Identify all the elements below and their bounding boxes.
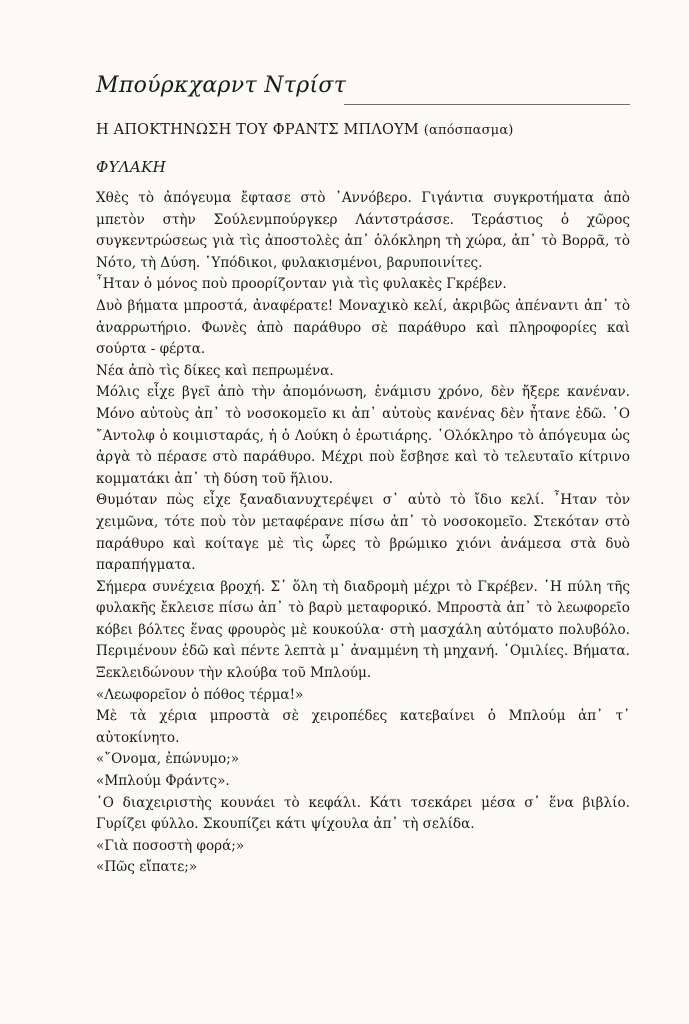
header-rule <box>344 104 630 105</box>
paragraph: Σήμερα συνέχεια βροχή. Σ᾿ ὅλη τὴ διαδρομὴ μέχρι τὸ Γκρέβεν. ῾Η πύλη τῆς φυλακῆς ἔκλεισε πίσω ἀπ᾿ τὸ βαρὺ μεταφορικό. Μπροστὰ ἀπ᾿ τὸ λεωφορεῖο κόβει βόλτες ἕνας φρουρὸς μὲ κουκούλα· στὴ μασχάλη αὐτόματο πολυβόλο. Περιμένουν ἐδῶ καὶ πέντε λεπτὰ μ᾿ ἀναμμένη τὴ μηχανή. ῾Ομιλίες. Βήματα. Ξεκλειδώνουν τὴν κλούβα τοῦ Μπλούμ. <box>96 578 630 682</box>
paragraph: «῎Ονομα, ἐπώνυμο;» <box>96 751 240 768</box>
section-heading: ΦΥΛΑΚΗ <box>96 158 166 176</box>
paragraph: «Λεωφορεῖον ὁ πόθος τέρμα!» <box>96 686 304 703</box>
work-title-sub: (απόσπασμα) <box>423 123 514 138</box>
paragraph: Θυμόταν πὼς εἶχε ξαναδιανυχτερέψει σ᾿ αὐτὸ τὸ ἴδιο κελί. ῏Ηταν τὸν χειμῶνα, τότε ποὺ τὸν μεταφέρανε πίσω ἀπ᾿ τὸ νοσοκομεῖο. Στεκόταν στὸ παράθυρο καὶ κοίταγε μὲ τὶς ὧρες τὸ βρώμικο χιόνι ἀνάμεσα στὰ δυὸ παραπήγματα. <box>96 492 630 574</box>
paragraph: Μόλις εἶχε βγεῖ ἀπὸ τὴν ἀπομόνωση, ἑνάμισυ χρόνο, δὲν ἤξερε κανέναν. Μόνο αὐτοὺς ἀπ᾿ τὸ νοσοκομεῖο κι ἀπ᾿ αὐτοὺς κανένας δὲν ἦτανε ἐδῶ. ῾Ο ῎Αντολφ ὁ κοιμισταράς, ἡ ὁ Λούκη ὁ ἐρωτιάρης. ῾Ολόκληρο τὸ ἀπόγευμα ὡς ἀργὰ τὸ πέρασε στὸ παράθυρο. Μέχρι ποὺ ἔσβησε καὶ τὸ τελευταῖο κίτρινο κομματάκι ἀπ᾿ τὴ δύση τοῦ ἥλιου. <box>96 384 630 487</box>
paragraph: Χθὲς τὸ ἀπόγευμα ἔφτασε στὸ ᾿Αννόβερο. Γιγάντια συγκροτήματα ἀπὸ μπετὸν στὴν Σούλενμπούργκερ Λάντστράσσε. Τεράστιος ὁ χῶρος συγκεντρώσεως γιὰ τὶς ἀποστολὲς ἀπ᾿ ὁλόκληρη τὴ χώρα, ἀπ᾿ τὸ Βορρᾶ, τὸ Νότο, τὴ Δύση. ῾Υπόδικοι, φυλακισμένοι, βαρυποινίτες. <box>96 190 630 271</box>
paragraph: ῾Ο διαχειριστὴς κουνάει τὸ κεφάλι. Κάτι τσεκάρει μέσα σ᾿ ἕνα βιβλίο. Γυρίζει φύλλο. Σκουπίζει κάτι ψίχουλα ἀπ᾿ τὴ σελίδα. <box>96 794 630 833</box>
paragraph: Νέα ἀπὸ τὶς δίκες καὶ πεπρωμένα. <box>96 362 334 379</box>
body-text <box>96 188 630 879</box>
work-title-main: Η ΑΠΟΚΤΗΝΩΣΗ ΤΟΥ ΦΡΑΝΤΣ ΜΠΛΟΥΜ <box>96 122 419 138</box>
work-title <box>96 122 514 138</box>
paragraph: «Γιὰ ποσοστὴ φορά;» <box>96 837 245 854</box>
paragraph: ῏Ηταν ὁ μόνος ποὺ προορίζονταν γιὰ τὶς φυλακὲς Γκρέβεν. <box>96 276 507 293</box>
paragraph: Δυὸ βήματα μπροστά, ἀναφέρατε! Μοναχικὸ κελί, ἀκριβῶς ἀπέναντι ἀπ᾿ τὸ ἀναρρωτήριο. Φωνὲς ἀπὸ παράθυρο σὲ παράθυρο καὶ πληροφορίες καὶ σούρτα - φέρτα. <box>96 297 630 358</box>
paragraph: «Μπλούμ Φράντς». <box>96 773 230 790</box>
author-name: Μπούρκχαρντ Ντρίστ <box>96 73 347 98</box>
paragraph: Μὲ τὰ χέρια μπροστὰ σὲ χειροπέδες κατεβαίνει ὁ Μπλούμ ἀπ᾿ τ᾿ αὐτοκίνητο. <box>96 708 630 746</box>
document-page <box>96 70 630 876</box>
paragraph: «Πῶς εἴπατε;» <box>96 859 198 876</box>
